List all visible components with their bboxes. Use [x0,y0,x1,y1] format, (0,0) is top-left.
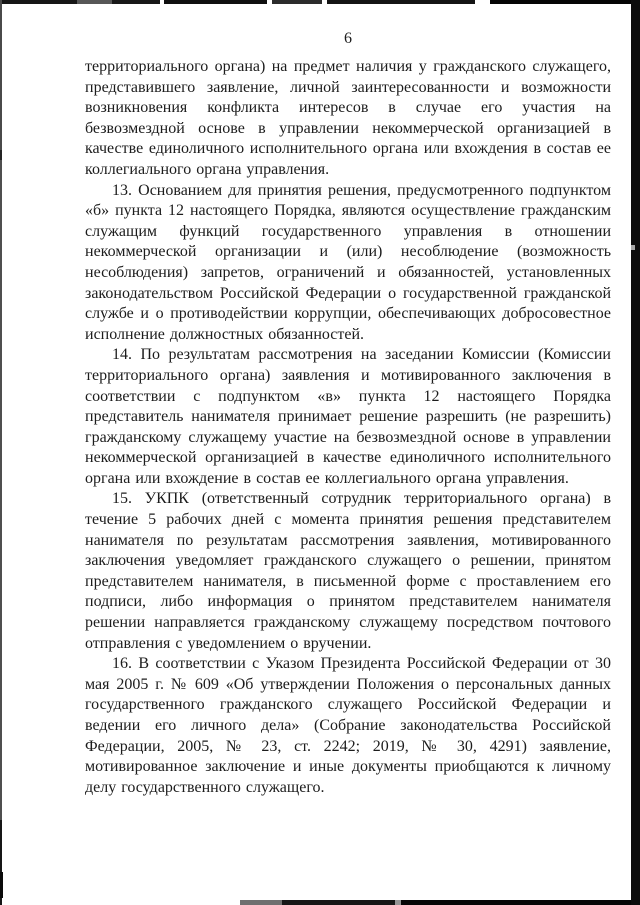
paragraph-continuation: территориального органа) на предмет наличия у гражданского служащего, представившего заявление, личной заинтересованности и возможности возникновения конфликта интересов в случае его участия на безвозмездной основе в управлении некоммерческой организацией в качестве единоличного исполнительного органа или вхождения в состав ее коллегиального органа управления. [85,58,611,178]
scan-edge-right [631,0,640,905]
paragraph-13: 13. Основанием для принятия решения, предусмотренного подпунктом «б» пункта 12 настоящего Порядка, являются осуществление гражданским служащим функций государственного управления в отношении некоммерческой организации и (или) несоблюдение (возможность несоблюдения) запретов, ограничений и обязанностей, установленных законодательством Российской Федерации о государственной гражданской службе и о противодействии коррупции, обеспечивающих добросовестное исполнение должностных обязанностей. [85,181,611,343]
paragraph-15: 15. УКПК (ответственный сотрудник территориального органа) в течение 5 рабочих дней с момента принятия решения представителем нанимателя по результатам рассмотрения заявления, мотивированного заключения уведомляет гражданского служащего о решении, принятом представителем нанимателя, в письменной форме с проставлением его подписи, либо информация о принятом представителем нанимателя решении направляется гражданскому служащему посредством почтового отправления с уведомлением о вручении. [85,490,611,652]
paragraph-14: 14. По результатам рассмотрения на заседании Комиссии (Комиссии территориального органа) заявления и мотивированного заключения в соответствии с подпунктом «в» пункта 12 настоящего Порядка представитель нанимателя принимает решение разрешить (не разрешить) гражданскому служащему участие на безвозмездной основе в управлении некоммерческой организацией в качестве единоличного исполнительного органа или вхождение в состав ее коллегиального органа управления. [85,346,611,487]
scan-edge-left-mark [0,872,3,898]
scan-edge-right-notch [631,245,635,250]
scan-edge-bottom [0,900,640,905]
document-body [85,57,611,798]
scan-edge-left [0,0,2,905]
paragraph-16: 16. В соответствии с Указом Президента Российской Федерации от 30 мая 2005 г. № 609 «Об утверждении Положения о персональных данных государственного гражданского служащего Российской Федерации и ведении его личного дела» (Собрание законодательства Российской Федерации, 2005, № 23, ст. 2242; 2019, № 30, 4291) заявление, мотивированное заключение и иные документы приобщаются к личному делу государственного служащего. [85,655,611,796]
page-number: 6 [344,30,352,47]
scan-edge-top [0,0,640,4]
